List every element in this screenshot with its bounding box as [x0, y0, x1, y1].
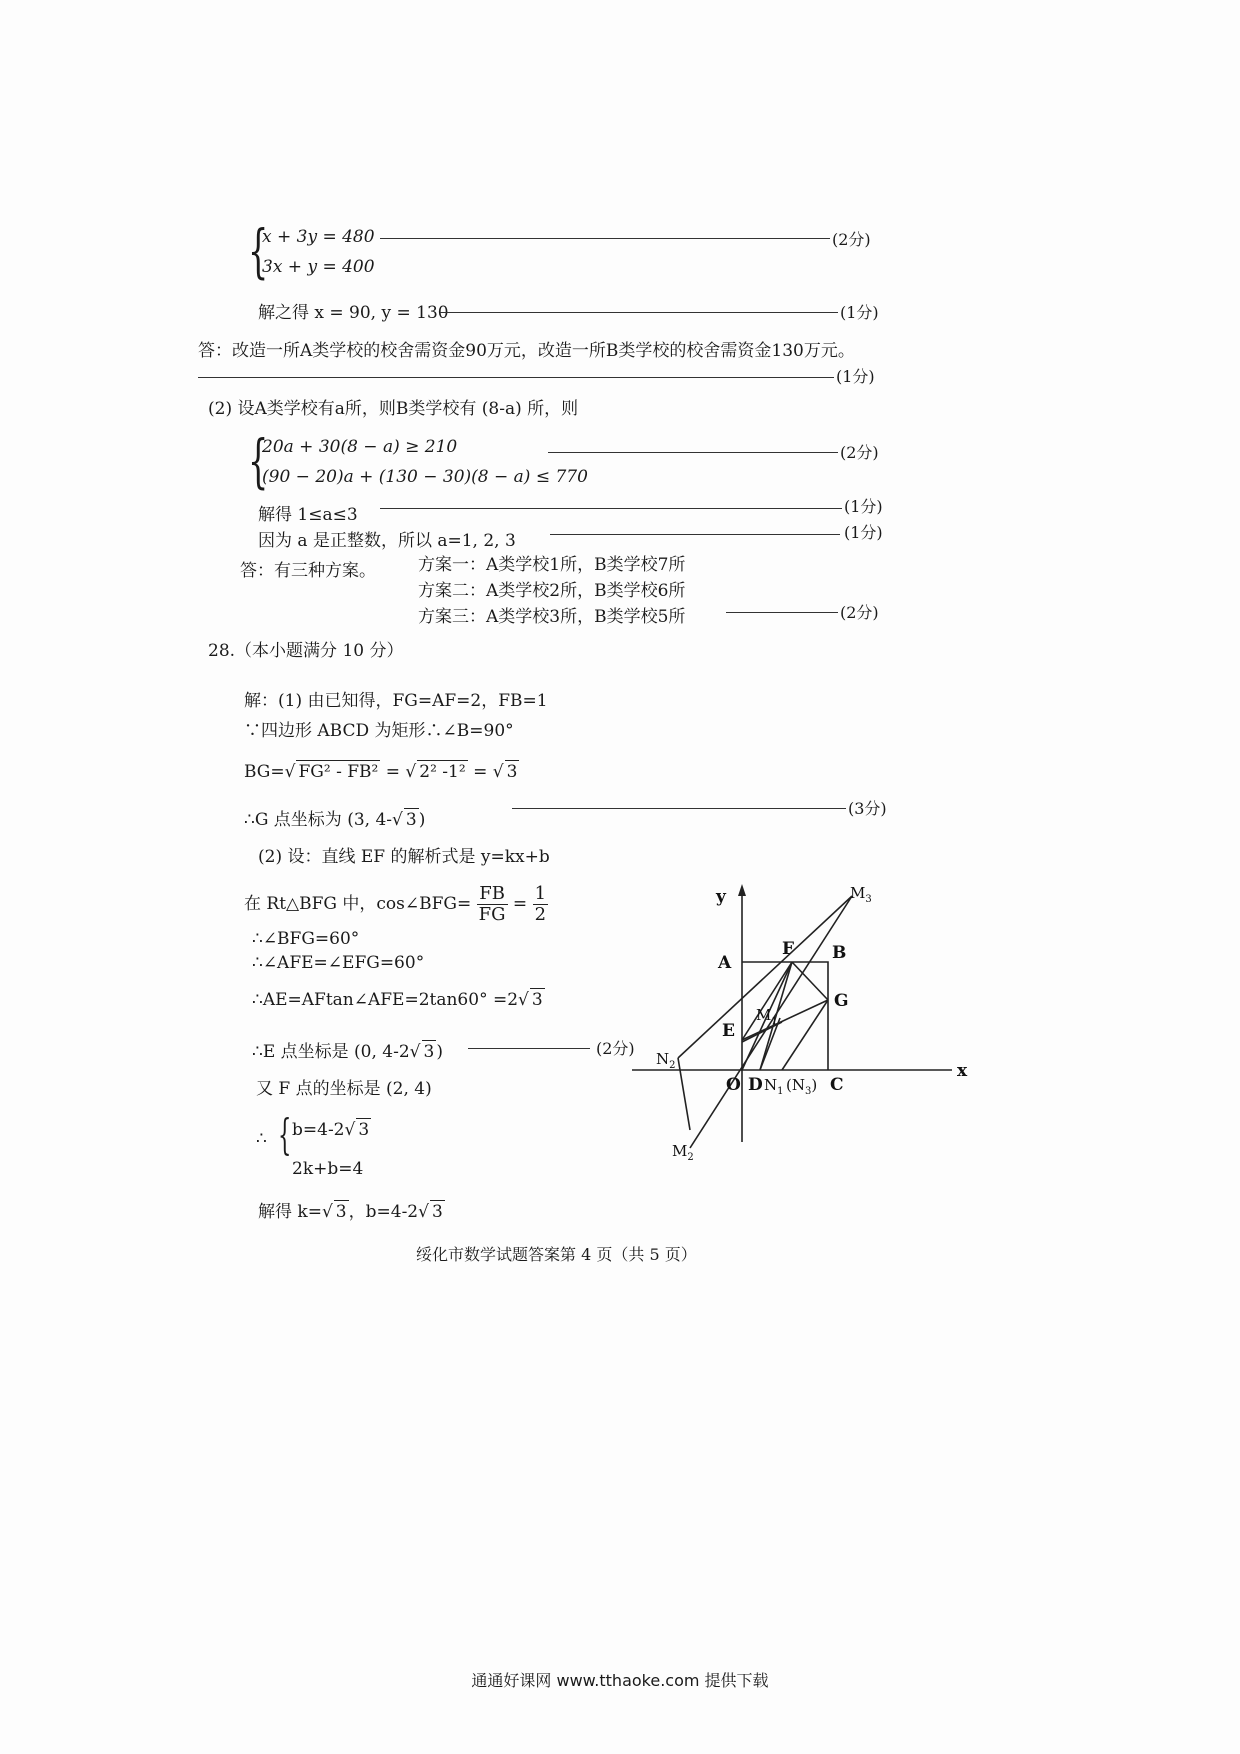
solve-line: 解之得 x = 90, y = 130	[258, 303, 449, 323]
q28-step1: 解：(1) 由已知得，FG=AF=2，FB=1	[244, 691, 548, 711]
e-coord-text: ∴E 点坐标是 (0, 4-2	[252, 1042, 410, 1062]
e-coord-close: )	[436, 1042, 443, 1062]
plan-1: 方案一：A类学校1所，B类学校7所	[418, 555, 686, 575]
radicand: 3	[358, 1120, 370, 1140]
radicand: 3	[335, 1202, 347, 1222]
system-brace: {	[248, 427, 269, 495]
label-d: D	[748, 1075, 763, 1095]
plan-3: 方案三：A类学校3所，B类学校5所	[418, 607, 686, 627]
label-n2: $N_2$	[656, 1050, 676, 1071]
fraction-half: $\frac{1}{2}$	[534, 883, 547, 925]
label-c: C	[830, 1075, 844, 1095]
label-g: G	[834, 991, 849, 1011]
bg-formula: BG=√ FG² - FB² = √ 2² -1² = √ 3	[244, 762, 518, 782]
inequality-2: (90 − 20)a + (130 − 30)(8 − a) ≤ 770	[262, 467, 588, 487]
leader-line	[726, 612, 838, 613]
leader-line	[548, 452, 838, 453]
solve-range: 解得 1≤a≤3	[258, 505, 358, 525]
cos-lead: 在 Rt△BFG 中，cos∠BFG=	[244, 894, 472, 914]
leader-line	[468, 1048, 590, 1049]
q28-heading: 28.（本小题满分 10 分）	[208, 641, 404, 661]
equals: =	[380, 762, 406, 782]
system-therefore: ∴	[256, 1129, 267, 1149]
label-x: x	[957, 1061, 968, 1081]
label-b: B	[832, 943, 847, 963]
radicand: FG² - FB²	[298, 762, 379, 782]
label-a: A	[718, 953, 732, 973]
cos-formula	[244, 884, 548, 925]
g-coord-close: )	[418, 810, 426, 830]
f-coordinate: 又 F 点的坐标是 (2, 4)	[256, 1079, 432, 1099]
leader-line	[198, 377, 834, 378]
equation-2: 3x + y = 400	[262, 257, 375, 277]
radicand: 2² -1²	[419, 762, 466, 782]
score-ineq: (2分)	[840, 443, 879, 462]
g-coord-text: ∴G 点坐标为 (3, 4-	[244, 810, 393, 830]
score-integer: (1分)	[844, 523, 883, 542]
sys1-text: b=4-2	[292, 1120, 345, 1140]
system-eq1: b=4-2√ 3	[292, 1120, 370, 1140]
radicand: 3	[531, 990, 543, 1010]
leader-line	[380, 508, 842, 509]
sol-text: 解得 k=	[258, 1202, 322, 1222]
label-m1: $M_1$	[756, 1006, 778, 1027]
system-brace: {	[248, 217, 269, 285]
radicand: 3	[431, 1202, 443, 1222]
plan-2: 方案二：A类学校2所，B类学校6所	[418, 581, 686, 601]
line-n2-m2	[678, 1058, 690, 1130]
equation-1: x + 3y = 480	[262, 227, 375, 247]
score-plans: (2分)	[840, 603, 879, 622]
radicand: 3	[506, 762, 518, 782]
leader-line	[550, 534, 840, 535]
ae-length: ∴AE=AFtan∠AFE=2tan60° =2√ 3	[252, 990, 543, 1010]
score-solve: (1分)	[840, 303, 879, 322]
answer-line: 答：改造一所A类学校的校舍需资金90万元，改造一所B类学校的校舍需资金130万元。	[198, 341, 855, 361]
bfg-angle: ∴∠BFG=60°	[252, 929, 360, 949]
afe-angle: ∴∠AFE=∠EFG=60°	[252, 953, 425, 973]
equals: =	[467, 762, 493, 782]
label-n1: $N_1$	[764, 1076, 784, 1097]
radicand: 3	[423, 1042, 435, 1062]
fraction-fb-fg: $\frac{FB}{FG}$	[478, 883, 506, 925]
q28-ef: (2) 设：直线 EF 的解析式是 y=kx+b	[258, 847, 550, 867]
bg-lead: BG=	[244, 762, 285, 782]
score-range: (1分)	[844, 497, 883, 516]
y-arrow	[738, 884, 746, 896]
leader-line	[512, 808, 846, 809]
label-m3: $M_3$	[850, 884, 872, 905]
label-m2: $M_2$	[672, 1142, 694, 1163]
geometry-diagram	[632, 880, 972, 1180]
label-y: y	[716, 887, 726, 907]
g-coordinate: ∴G 点坐标为 (3, 4-√ 3 )	[244, 810, 426, 830]
system-brace: {	[278, 1110, 292, 1159]
equals: =	[512, 894, 533, 914]
label-o: O	[726, 1075, 741, 1095]
solution-line: 解得 k=√ 3 ，b=4-2√ 3	[258, 1202, 443, 1222]
label-n3: $(N_3)$	[786, 1076, 818, 1097]
source-footer: 通通好课网 www.tthaoke.com 提供下载	[471, 1671, 769, 1690]
system-eq2: 2k+b=4	[292, 1159, 364, 1179]
page-note: 绥化市数学试题答案第 4 页（共 5 页）	[416, 1245, 697, 1264]
label-e: E	[722, 1021, 735, 1041]
leader-line	[380, 238, 830, 239]
e-coordinate: ∴E 点坐标是 (0, 4-2√ 3 )	[252, 1042, 443, 1062]
inequality-1: 20a + 30(8 − a) ≥ 210	[262, 437, 458, 457]
score-e: (2分)	[596, 1039, 635, 1058]
part2-intro: (2) 设A类学校有a所，则B类学校有 (8-a) 所，则	[208, 399, 579, 419]
score-answer: (1分)	[836, 367, 875, 386]
label-f: F	[782, 939, 795, 959]
sol-text-b: ，b=4-2	[348, 1202, 419, 1222]
radicand: 3	[405, 810, 417, 830]
integer-line: 因为 a 是正整数，所以 a=1, 2, 3	[258, 531, 516, 551]
score-g: (3分)	[848, 799, 887, 818]
ae-text: ∴AE=AFtan∠AFE=2tan60° =2	[252, 990, 519, 1010]
leader-line	[440, 312, 838, 313]
line-m3-n2	[678, 896, 852, 1058]
score-eqs: (2分)	[832, 230, 871, 249]
answer-lead: 答：有三种方案。	[240, 561, 376, 581]
q28-step2: ∵四边形 ABCD 为矩形∴∠B=90°	[244, 721, 514, 741]
